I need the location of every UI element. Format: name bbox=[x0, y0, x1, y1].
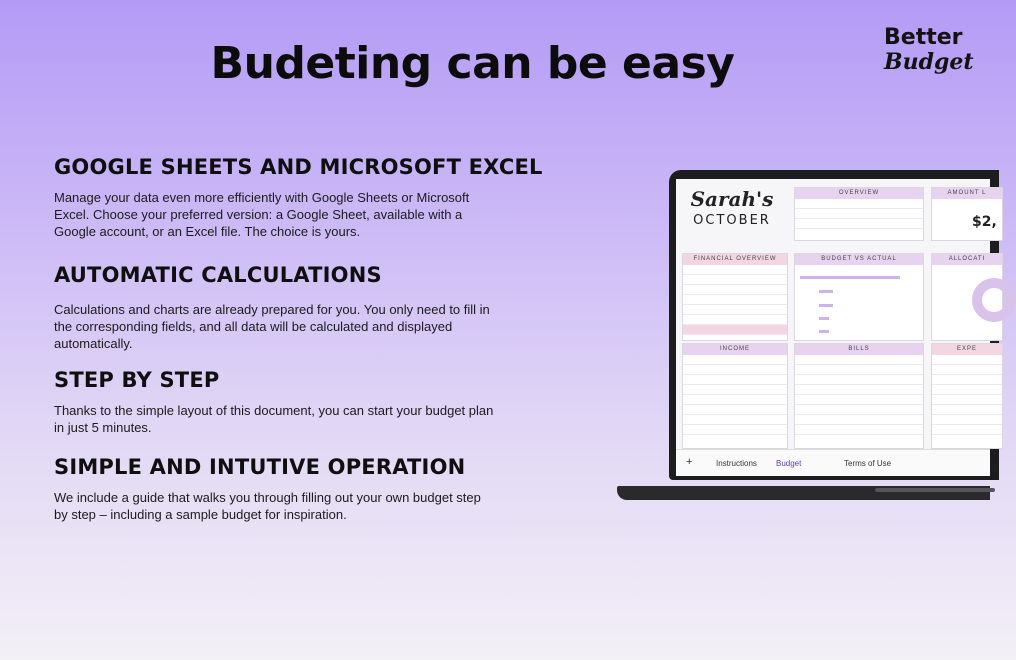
expenses-row bbox=[932, 415, 1002, 425]
sheet-title-block bbox=[682, 187, 782, 237]
bva-bar bbox=[800, 276, 900, 279]
section-body: Thanks to the simple layout of this document, you can start your budget plan in just 5 minutes. bbox=[54, 403, 494, 435]
budget-vs-actual-card bbox=[794, 253, 924, 341]
bills-row bbox=[795, 355, 923, 365]
financial-overview-card bbox=[682, 253, 788, 341]
section-title: GOOGLE SHEETS AND MICROSOFT EXCEL bbox=[54, 155, 543, 179]
income-card bbox=[682, 343, 788, 449]
logo-line-2: Budget bbox=[884, 49, 974, 75]
sheet-subtitle-line bbox=[682, 231, 782, 237]
laptop-hinge bbox=[875, 488, 995, 492]
allocation-donut bbox=[972, 278, 1016, 322]
bills-row bbox=[795, 385, 923, 395]
bills-row bbox=[795, 425, 923, 435]
bva-bar bbox=[819, 304, 833, 307]
overview-row bbox=[795, 219, 923, 229]
expenses-card bbox=[931, 343, 1003, 449]
bills-header: BILLS bbox=[795, 344, 923, 355]
expenses-row bbox=[932, 405, 1002, 415]
section-body: Manage your data even more efficiently with Google Sheets or Microsoft Excel. Choose your preferred version: a Google Sheet, available with a Google account, or an Excel file. The choice is yours. bbox=[54, 190, 470, 239]
section-body: We include a guide that walks you through filling out your own budget step by step – including a sample budget for inspiration. bbox=[54, 490, 481, 522]
financial-row bbox=[683, 265, 787, 275]
budget-vs-actual-header: BUDGET VS ACTUAL bbox=[795, 254, 923, 265]
financial-row bbox=[683, 315, 787, 325]
overview-row bbox=[795, 209, 923, 219]
bva-bar bbox=[819, 317, 829, 320]
amount-value: $2, bbox=[972, 214, 997, 230]
bills-card bbox=[794, 343, 924, 449]
income-row bbox=[683, 425, 787, 435]
income-row bbox=[683, 415, 787, 425]
sheet-name: Sarah's bbox=[690, 187, 774, 211]
expenses-header: EXPE bbox=[932, 344, 1002, 355]
section-title: AUTOMATIC CALCULATIONS bbox=[54, 263, 382, 287]
overview-card bbox=[794, 187, 924, 241]
income-row bbox=[683, 365, 787, 375]
section-body: Calculations and charts are already prepared for you. You only need to fill in the corresponding fields, and all data will be calculated and displayed automatically. bbox=[54, 302, 490, 351]
laptop-mockup bbox=[617, 170, 997, 502]
bills-row bbox=[795, 395, 923, 405]
financial-row bbox=[683, 295, 787, 305]
income-header: INCOME bbox=[683, 344, 787, 355]
bills-row bbox=[795, 405, 923, 415]
sheet-month: OCTOBER bbox=[693, 213, 771, 228]
tab-instructions[interactable]: Instructions bbox=[716, 459, 757, 468]
expenses-row bbox=[932, 365, 1002, 375]
expenses-row bbox=[932, 425, 1002, 435]
logo-line-1: Better bbox=[884, 25, 963, 50]
bills-row bbox=[795, 415, 923, 425]
tab-terms-of-use[interactable]: Terms of Use bbox=[844, 459, 892, 468]
bva-bar bbox=[819, 330, 829, 333]
brand-logo bbox=[884, 26, 974, 74]
financial-overview-header: FINANCIAL OVERVIEW bbox=[683, 254, 787, 265]
section-sheets-excel bbox=[54, 155, 543, 240]
income-row bbox=[683, 375, 787, 385]
section-simple-operation bbox=[54, 455, 494, 523]
headline: Budeting can be easy bbox=[210, 38, 735, 89]
section-title: SIMPLE AND INTUTIVE OPERATION bbox=[54, 455, 466, 479]
amount-card bbox=[931, 187, 1003, 241]
financial-row bbox=[683, 285, 787, 295]
overview-header: OVERVIEW bbox=[795, 188, 923, 199]
amount-header: AMOUNT L bbox=[932, 188, 1002, 199]
income-row bbox=[683, 395, 787, 405]
expenses-row bbox=[932, 395, 1002, 405]
sheet-tab-bar bbox=[676, 449, 990, 476]
financial-row bbox=[683, 275, 787, 285]
section-auto-calc bbox=[54, 263, 494, 352]
bva-bar bbox=[819, 290, 833, 293]
allocation-header: ALLOCATI bbox=[932, 254, 1002, 265]
income-row bbox=[683, 385, 787, 395]
expenses-row bbox=[932, 375, 1002, 385]
add-sheet-button[interactable]: + bbox=[686, 456, 693, 468]
allocation-card bbox=[931, 253, 1003, 341]
spreadsheet-preview bbox=[676, 179, 997, 475]
income-row bbox=[683, 405, 787, 415]
bills-row bbox=[795, 375, 923, 385]
expenses-row bbox=[932, 355, 1002, 365]
laptop-base bbox=[617, 486, 990, 500]
section-title: STEP BY STEP bbox=[54, 368, 220, 392]
expenses-row bbox=[932, 385, 1002, 395]
section-step-by-step bbox=[54, 368, 494, 436]
income-row bbox=[683, 355, 787, 365]
overview-row bbox=[795, 199, 923, 209]
tab-budget[interactable]: Budget bbox=[776, 459, 802, 468]
financial-row bbox=[683, 305, 787, 315]
bills-row bbox=[795, 365, 923, 375]
financial-total-row bbox=[683, 325, 787, 335]
